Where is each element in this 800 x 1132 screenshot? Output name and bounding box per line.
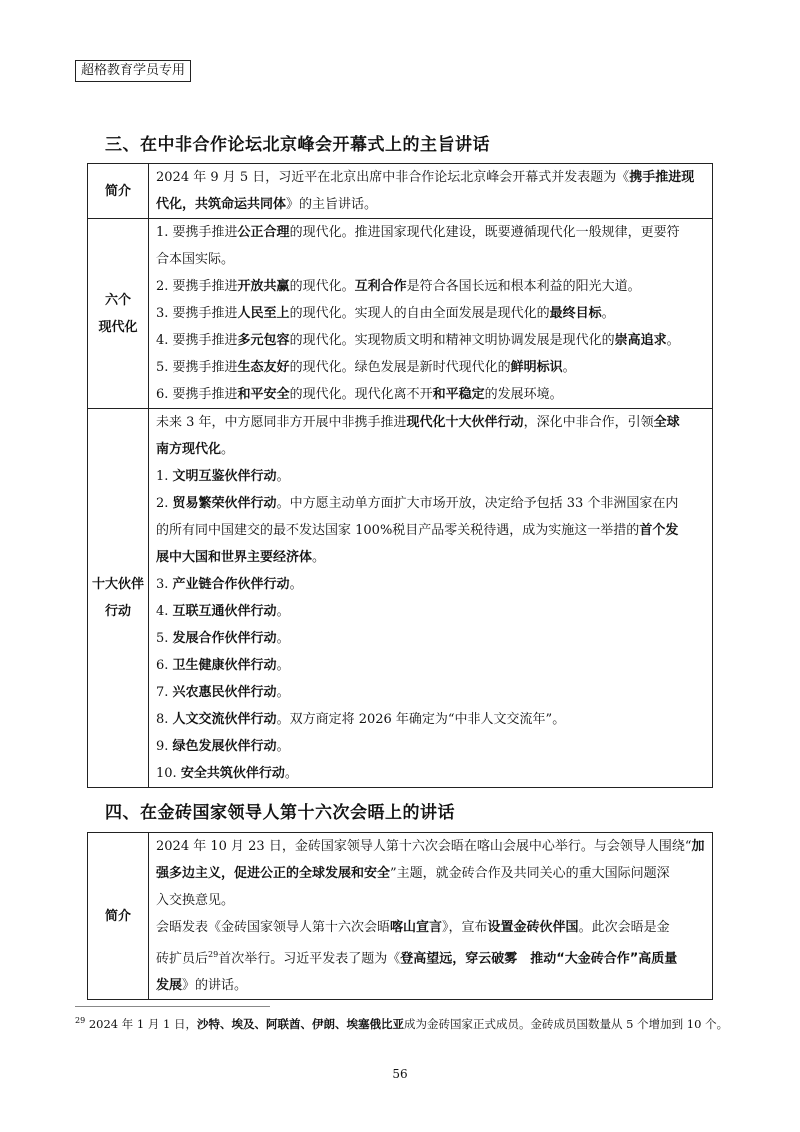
text: 6.: [156, 658, 173, 673]
bold-text: 喀山宣言: [390, 920, 443, 935]
content-line: [156, 941, 706, 972]
text: 。: [276, 685, 290, 700]
text: 2024 年 10 月 23 日，金砖国家领导人第十六次会晤在喀山会展中心举行。与会领导人围绕“: [156, 839, 692, 854]
content-line: [156, 679, 706, 706]
content-line: [156, 327, 706, 354]
text: 首次举行。习近平发表了题为《: [218, 951, 401, 967]
text: 。: [284, 766, 298, 781]
text: 砖扩员后: [156, 951, 209, 967]
text: 7.: [156, 685, 173, 700]
row-content: [149, 164, 713, 219]
watermark-stamp: 超格教育学员专用: [75, 60, 191, 82]
text: 10.: [156, 766, 181, 781]
text: 5.: [156, 631, 173, 646]
text: 2.: [156, 496, 173, 511]
text: ，深化中非合作，引领: [523, 415, 654, 430]
content-line: [156, 219, 706, 246]
text: 8.: [156, 712, 173, 727]
content-line: [156, 191, 706, 218]
content-line: [156, 833, 706, 860]
footnote-marker: 29: [75, 1016, 86, 1026]
text: 。: [276, 469, 290, 484]
text: 的现代化。推进国家现代化建设，既要遵循现代化一般规律，更要符: [289, 225, 680, 240]
bold-text: 携手推进现: [629, 170, 695, 185]
content-line: [156, 436, 706, 463]
text: 3. 要携手推进: [156, 306, 238, 321]
bold-text: 和平稳定: [432, 387, 485, 402]
table-row: [88, 164, 713, 219]
section-heading-4: 四、在金砖国家领导人第十六次会晤上的讲话: [105, 803, 455, 823]
text: 》的主旨讲话。: [286, 197, 378, 212]
text: 入交换意见。: [156, 893, 235, 908]
bold-text: 加: [691, 839, 705, 854]
bold-text: 人民至上: [237, 306, 290, 321]
text: 。双方商定将 2026 年确定为“中非人文交流年”。: [276, 712, 566, 727]
content-line: [156, 760, 706, 787]
row-label-line: 六个: [104, 292, 131, 308]
section-4-table: [87, 832, 713, 1000]
text: 2. 要携手推进: [156, 279, 238, 294]
text: 1.: [156, 469, 173, 484]
text: 9.: [156, 739, 173, 754]
bold-text: 发展合作伙伴行动: [172, 631, 277, 646]
bold-text: 登高望远，穿云破雾 推动“大金砖合作”高质量: [400, 951, 678, 967]
content-line: [156, 887, 706, 914]
section-heading-3: 三、在中非合作论坛北京峰会开幕式上的主旨讲话: [105, 135, 490, 155]
text: 1. 要携手推进: [156, 225, 238, 240]
text: 2024 年 9 月 5 日，习近平在北京出席中非合作论坛北京峰会开幕式并发表题为《: [156, 170, 630, 185]
content-line: [156, 517, 706, 544]
text: 》的讲话。: [182, 978, 248, 994]
footnote-rule: [75, 1006, 270, 1007]
bold-text: 开放共赢: [237, 279, 290, 294]
text: 的所有同中国建交的最不发达国家 100%税目产品零关税待遇，成为实施这一举措的: [156, 523, 640, 538]
bold-text: 代化，共筑命运共同体: [156, 197, 287, 212]
content-line: [156, 300, 706, 327]
content-line: [156, 246, 706, 273]
row-content: [149, 833, 713, 1000]
text: 6. 要携手推进: [156, 387, 238, 402]
text: 合本国实际。: [156, 252, 235, 267]
table-row: [88, 409, 713, 788]
bold-text: 卫生健康伙伴行动: [172, 658, 277, 673]
content-line: [156, 706, 706, 733]
bold-text: 鲜明标识: [510, 360, 563, 375]
content-line: [156, 164, 706, 191]
text: 。: [221, 442, 235, 457]
row-label-line: 现代化: [98, 319, 138, 335]
bold-text: 首个发: [639, 523, 679, 538]
text: 2024 年 1 月 1 日，: [88, 1017, 198, 1031]
content-line: [156, 544, 706, 571]
content-line: [156, 571, 706, 598]
content-line: [156, 354, 706, 381]
content-line: [156, 652, 706, 679]
text: 。: [289, 577, 303, 592]
text: 。: [312, 550, 326, 565]
bold-text: 绿色发展伙伴行动: [172, 739, 277, 754]
text: 会晤发表《金砖国家领导人第十六次会晤: [156, 920, 391, 935]
bold-text: 生态友好: [237, 360, 290, 375]
content-line: [156, 914, 706, 941]
footnote-text: [89, 1017, 728, 1031]
bold-text: 安全共筑伙伴行动: [180, 766, 285, 781]
bold-text: 沙特、埃及、阿联酋、伊朗、埃塞俄比亚: [197, 1017, 405, 1031]
text: 成为金砖国家正式成员。金砖成员国数量从 5 个增加到 10 个。: [404, 1017, 729, 1031]
text: 的现代化。实现人的自由全面发展是现代化的: [289, 306, 550, 321]
text: 。: [276, 604, 290, 619]
text: 。: [666, 333, 680, 348]
table-row: [88, 219, 713, 409]
bold-text: 展中大国和世界主要经济体: [156, 550, 313, 565]
row-content: [149, 409, 713, 788]
content-line: [156, 625, 706, 652]
content-line: [156, 972, 706, 999]
content-line: [156, 381, 706, 408]
text: 。: [276, 631, 290, 646]
text: 。此次会晤是金: [578, 920, 670, 935]
content-line: [156, 860, 706, 887]
footnote: [75, 1016, 728, 1032]
text: 的现代化。: [289, 279, 355, 294]
row-label: [88, 219, 149, 409]
text: ”主题，就金砖合作及共同关心的重大国际问题深: [390, 866, 670, 881]
content-line: [156, 598, 706, 625]
page-number: 56: [392, 1067, 408, 1081]
text: 4.: [156, 604, 173, 619]
text: 是符合各国长远和根本利益的阳光大道。: [406, 279, 641, 294]
text: 3.: [156, 577, 173, 592]
row-label: 简介: [88, 833, 149, 1000]
content-line: [156, 490, 706, 517]
bold-text: 贸易繁荣伙伴行动: [172, 496, 277, 511]
bold-text: 互联互通伙伴行动: [172, 604, 277, 619]
bold-text: 多元包容: [237, 333, 290, 348]
content-line: [156, 273, 706, 300]
bold-text: 设置金砖伙伴国: [487, 920, 579, 935]
section-3-table: [87, 163, 713, 788]
footnote-ref: 29: [208, 950, 219, 959]
row-content: [149, 219, 713, 409]
text: 。中方愿主动单方面扩大市场开放，决定给予包括 33 个非洲国家在内: [276, 496, 679, 511]
bold-text: 兴农惠民伙伴行动: [172, 685, 277, 700]
text: 》，宣布: [442, 920, 488, 935]
bold-text: 文明互鉴伙伴行动: [172, 469, 277, 484]
text: 。: [276, 739, 290, 754]
text: 4. 要携手推进: [156, 333, 238, 348]
row-label: [88, 409, 149, 788]
content-line: [156, 409, 706, 436]
bold-text: 和平安全: [237, 387, 290, 402]
bold-text: 最终目标: [549, 306, 602, 321]
bold-text: 全球: [653, 415, 680, 430]
bold-text: 公正合理: [237, 225, 290, 240]
row-label-line: 十大伙伴: [91, 577, 144, 592]
row-label: 简介: [88, 164, 149, 219]
bold-text: 发展: [156, 978, 183, 994]
text: 。: [276, 658, 290, 673]
row-label-line: 行动: [104, 604, 131, 619]
text: 。: [601, 306, 615, 321]
bold-text: 现代化十大伙伴行动: [406, 415, 524, 430]
bold-text: 互利合作: [354, 279, 407, 294]
text: 5. 要携手推进: [156, 360, 238, 375]
bold-text: 人文交流伙伴行动: [172, 712, 277, 727]
bold-text: 崇高追求: [614, 333, 667, 348]
text: 的现代化。实现物质文明和精神文明协调发展是现代化的: [289, 333, 615, 348]
content-line: [156, 463, 706, 490]
table-row: [88, 833, 713, 1000]
bold-text: 强多边主义，促进公正的全球发展和安全: [156, 866, 391, 881]
text: 的现代化。绿色发展是新时代现代化的: [289, 360, 511, 375]
text: 未来 3 年，中方愿同非方开展中非携手推进: [156, 415, 407, 430]
content-line: [156, 733, 706, 760]
bold-text: 产业链合作伙伴行动: [172, 577, 290, 592]
text: 的发展环境。: [484, 387, 563, 402]
text: 。: [562, 360, 576, 375]
text: 的现代化。现代化离不开: [289, 387, 433, 402]
bold-text: 南方现代化: [156, 442, 222, 457]
